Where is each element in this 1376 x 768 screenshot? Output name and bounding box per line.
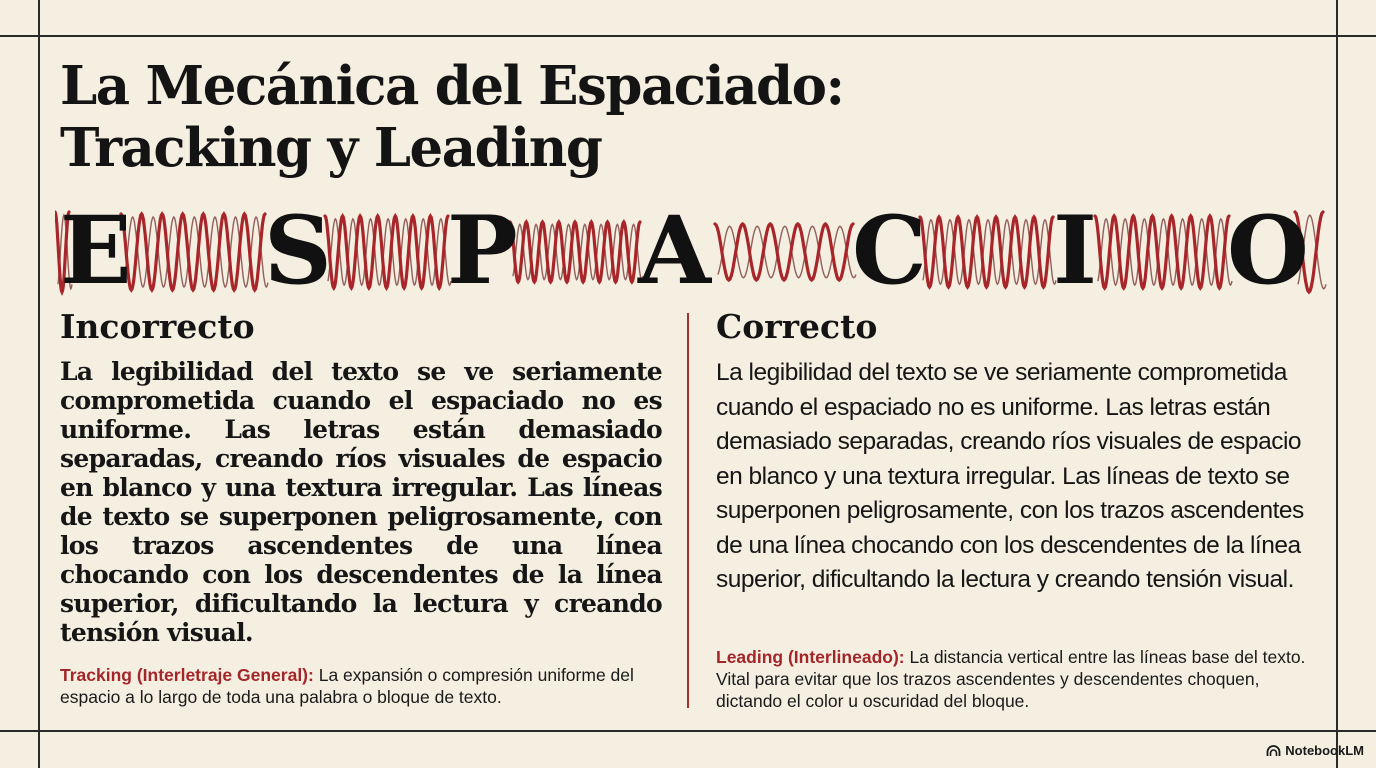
spring-word-illustration <box>55 200 1330 300</box>
column-divider <box>687 313 689 708</box>
spring-letter-e: E <box>60 200 132 300</box>
tracking-definition <box>60 664 660 708</box>
incorrect-body-text: La legibilidad del texto se ve seriamente comprometida cuando el espaciado no es uniforme. Las letras están demasiado separadas, creando ríos visuales de espacio en blanco y una textura irregular. Las líneas de texto se superponen peligrosamente, con los trazos ascendentes de una línea chocando con los descendentes de la línea superior, dificultando la lectura y creando tensión visual. <box>60 357 662 647</box>
spring-word-graphic <box>55 200 1330 300</box>
page-title-line-1: La Mecánica del Espaciado: <box>60 55 844 117</box>
leading-definition <box>716 646 1316 712</box>
brand-label: NotebookLM <box>1285 743 1364 758</box>
notebooklm-logo-icon <box>1266 745 1281 757</box>
tracking-definition-text: La expansión o compresión uniforme del espacio a lo largo de toda una palabra o bloque de texto. <box>60 665 634 707</box>
correct-body-text: La legibilidad del texto se ve seriamente comprometida cuando el espaciado no es uniforme. Las letras están demasiado separadas, creando ríos visuales de espacio en blanco y una textura irregular. Las líneas de texto se superponen peligrosamente, con los trazos ascendentes de una línea chocando con los descendentes de la línea superior, dificultando la lectura y creando tensión visual. <box>716 359 1304 593</box>
spring-letter-i: I <box>1053 200 1097 300</box>
guide-line-left <box>38 0 40 768</box>
incorrect-heading: Incorrecto <box>60 307 255 346</box>
leading-definition-text: La distancia vertical entre las líneas base del texto. Vital para evitar que los trazos ascendentes y descendentes choquen, dictando el color u oscuridad del bloque. <box>716 647 1306 711</box>
page-title-line-2: Tracking y Leading <box>60 117 602 179</box>
spring-letter-a: A <box>638 200 711 300</box>
leading-term: Leading (Interlineado): <box>716 647 905 667</box>
page-title <box>60 55 844 179</box>
spring-coil-4 <box>715 224 853 280</box>
spring-letter-s: S <box>264 200 332 300</box>
spring-letter-o: O <box>1227 200 1309 300</box>
guide-line-right <box>1336 0 1338 768</box>
spring-letter-c: C <box>852 200 927 300</box>
guide-line-top <box>0 35 1376 37</box>
guide-line-bottom <box>0 730 1376 732</box>
correct-heading: Correcto <box>716 307 878 346</box>
spring-letter-p: P <box>447 200 518 300</box>
notebooklm-brand <box>1266 743 1364 758</box>
tracking-term: Tracking (Interletraje General): <box>60 665 314 685</box>
